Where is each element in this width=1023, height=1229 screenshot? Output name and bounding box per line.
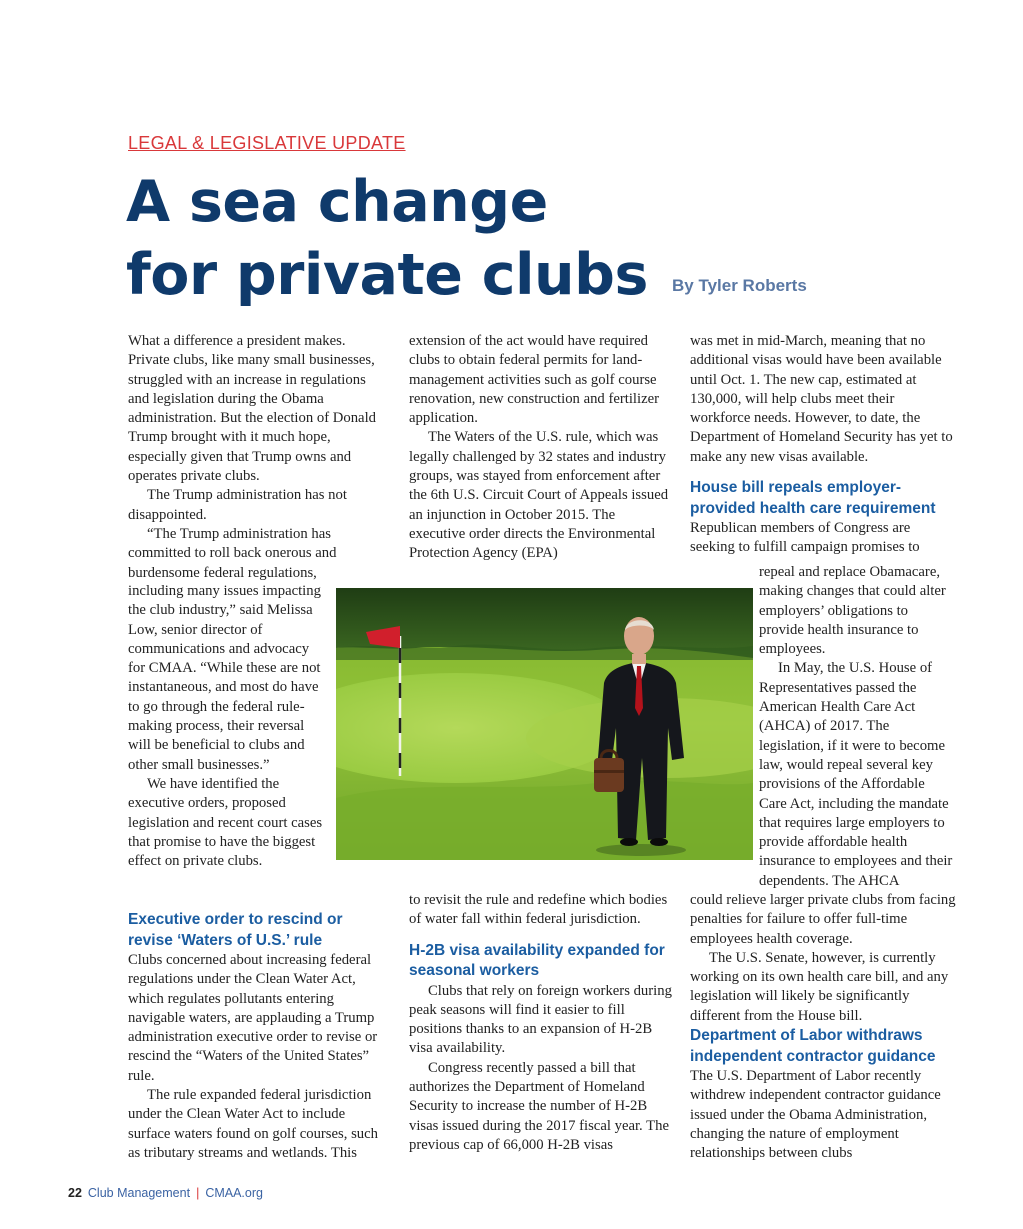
paragraph: Congress recently passed a bill that authorizes the Department of Homeland Security to increase the number of H-2B visas issued during the 2017 fiscal year. The previous cap of 66,000 H-2B visas: [409, 1059, 669, 1153]
column-3-wrap: [759, 563, 956, 891]
column-1-wrap: [128, 582, 326, 871]
paragraph: “The Trump administration has committed to roll back onerous and burdensome federal regulations,: [128, 525, 337, 581]
golf-businessman-photo: [336, 588, 753, 860]
column-2: [409, 332, 675, 564]
page-footer: [68, 1186, 263, 1200]
paragraph: The rule expanded federal jurisdiction under the Clean Water Act to include surface waters found on golf courses, such as tributary streams and wetlands. This: [128, 1087, 379, 1161]
paragraph: repeal and replace Obamacare, making changes that could alter employers’ obligations to provide health insurance to employees.: [759, 564, 946, 658]
column-1-lower: [128, 910, 390, 1163]
page-number: 22: [68, 1186, 82, 1200]
paragraph: The Trump administration has not disappointed.: [128, 487, 347, 523]
title-line-1: A sea change: [126, 169, 548, 235]
column-3: [690, 332, 956, 558]
paragraph: to revisit the rule and redefine which bodies of water fall within federal jurisdiction.: [409, 892, 668, 928]
paragraph: was met in mid-March, meaning that no additional visas would have been available until Oct. 1. The new cap, estimated at 130,000, will help clubs meet their workforce needs. However, to date, the Department of Homeland Security has yet to make any new visas available.: [690, 333, 953, 465]
subheading: H-2B visa availability expanded for seasonal workers: [409, 941, 665, 980]
subheading: House bill repeals employer-provided health care requirement: [690, 479, 936, 517]
paragraph: The Waters of the U.S. rule, which was legally challenged by 32 states and industry groups, was stayed from enforcement after the 6th U.S. Circuit Court of Appeals issued an injunction in October 2015. The executive order directs the Environmental Protection Agency (EPA): [409, 429, 669, 562]
footer-separator: |: [196, 1186, 200, 1200]
page-title: [126, 166, 686, 312]
column-2-lower: [409, 891, 675, 1155]
paragraph: including many issues impacting the club industry,” said Melissa Low, senior director of communications and advocacy for CMAA. “While these are not instantaneous, and most do have to go through the federal rule-making process, their reversal will be beneficial to clubs and other small businesses.”: [128, 583, 321, 773]
paragraph: Clubs concerned about increasing federal regulations under the Clean Water Act, which regulates pollutants entering navigable waters, are applauding a Trump administration executive order to revise or rescind the “Waters of the United States” rule.: [128, 952, 378, 1084]
paragraph: could relieve larger private clubs from facing penalties for failure to offer full-time employees health coverage.: [690, 892, 956, 947]
site-link[interactable]: CMAA.org: [205, 1186, 263, 1200]
paragraph: What a difference a president makes. Private clubs, like many small businesses, struggled with an increase in regulations and legislation during the Obama administration. But the election of Donald Trump brought with it much hope, especially given that Trump owns and operates private clubs.: [128, 333, 377, 485]
publication-name: Club Management: [87, 1186, 191, 1200]
paragraph: Republican members of Congress are seeking to fulfill campaign promises to: [690, 520, 920, 556]
column-3-lower: [690, 891, 956, 1164]
paragraph: Clubs that rely on foreign workers during peak seasons will find it easier to fill positions thanks to an expansion of H-2B visa availability.: [409, 982, 672, 1057]
subheading: Department of Labor withdraws independent contractor guidance: [690, 1027, 936, 1065]
paragraph: We have identified the executive orders, proposed legislation and recent court cases that promise to have the biggest effect on private clubs.: [128, 775, 323, 870]
paragraph: extension of the act would have required clubs to obtain federal permits for land-management activities such as golf course renovation, new construction and fertilizer application.: [409, 333, 660, 427]
column-1: [128, 332, 386, 583]
paragraph: In May, the U.S. House of Representatives passed the American Health Care Act (AHCA) of 2017. The legislation, if it were to become law, would repeal several key provisions of the Affordable Care Act, including the mandate that requires large employers to provide affordable health insurance to employees and their dependents. The AHCA: [759, 660, 953, 889]
section-kicker[interactable]: LEGAL & LEGISLATIVE UPDATE: [128, 133, 406, 153]
paragraph: The U.S. Department of Labor recently withdrew independent contractor guidance issued under the Obama Administration, changing the nature of employment relationships between clubs: [690, 1068, 941, 1162]
subheading: Executive order to rescind or revise ‘Waters of U.S.’ rule: [128, 911, 343, 949]
byline: By Tyler Roberts: [672, 276, 807, 295]
paragraph: The U.S. Senate, however, is currently working on its own health care bill, and any legislation will likely be significantly different from the House bill.: [690, 949, 949, 1024]
title-line-2: for private clubs: [126, 242, 648, 308]
